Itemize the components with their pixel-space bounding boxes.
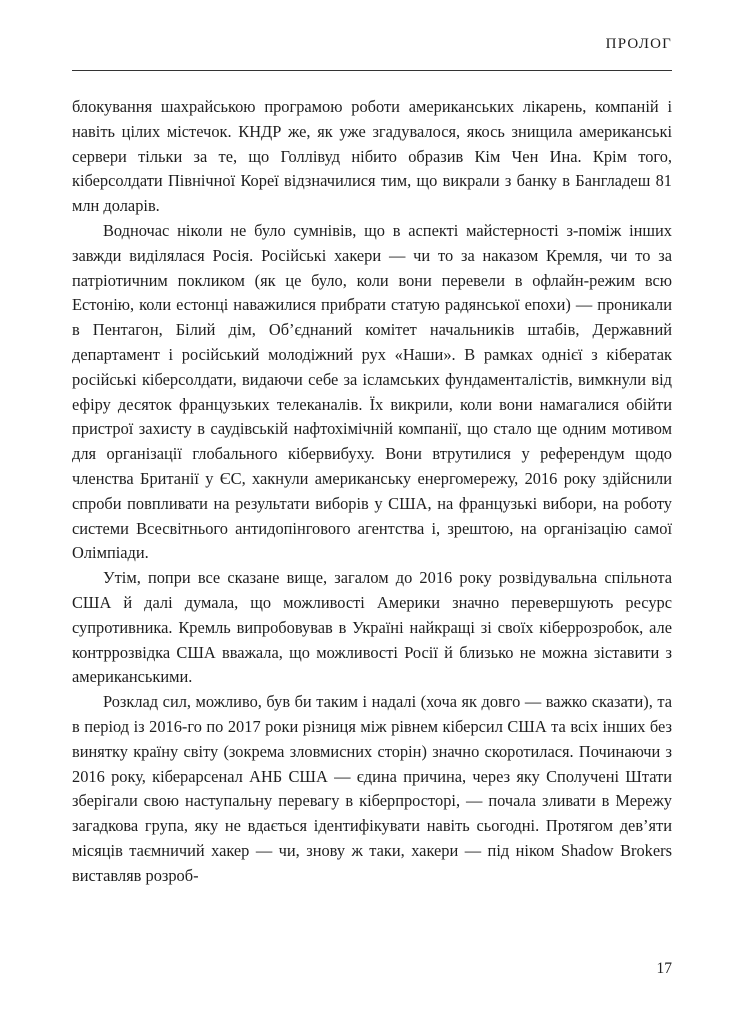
body-text [72,95,672,889]
paragraph: Розклад сил, можливо, був би таким і надалі (хоча як довго — важко сказати), та в період із 2016-го по 2017 роки різниця між рівнем кіберсил США та всіх інших без винятку країну світу (зокрема зловмисних сторін) значно скоротилася. Починаючи з 2016 року, кіберарсенал АНБ США — єдина причина, через яку Сполучені Штати зберігали свою наступальну перевагу в кіберпросторі, — почала зливати в Мережу загадкова група, яку не вдається ідентифікувати навіть сьогодні. Протягом дев’яти місяців таємничий хакер — чи, знову ж таки, хакери — під ніком Shadow Brokers виставляв розроб- [72,692,672,885]
paragraph: Утім, попри все сказане вище, загалом до 2016 року розвідувальна спільнота США й далі думала, що можливості Америки значно перевершують ресурс супротивника. Кремль випробовував в Україні найкращі зі своїх кіберрозробок, але контррозвідка США вважала, що можливості Росії й близько не можна зіставити з американськими. [72,568,672,687]
paragraph: Водночас ніколи не було сумнівів, що в аспекті майстерності з-поміж інших завжди виділялася Росія. Російські хакери — чи то за наказом Кремля, чи то за патріотичним покликом (як це було, коли вони перевели в офлайн-режим всю Естонію, коли естонці наважилися прибрати статую радянської епохи) — проникали в Пентагон, Білий дім, Об’єднаний комітет начальників штабів, Державний департамент і російський молодіжний рух «Наши». В рамках однієї з кібератак російські кіберсолдати, видаючи себе за ісламських фундаменталістів, вимкнули від ефіру десяток французьких телеканалів. Їх викрили, коли вони намагалися обійти пристрої захисту в саудівській нафтохімічній компанії, що стало ще одним мотивом для організації глобального кібервибуху. Вони втрутилися у референдум щодо членства Британії у ЄС, хакнули американську енергомережу, 2016 року здійснили спроби повпливати на результати виборів у США, на французькі вибори, на роботу системи Всесвітнього антидопінгового агентства і, зрештою, на організацію самої Олімпіади. [72,220,672,563]
page-number: 17 [656,960,672,977]
running-head: ПРОЛОГ [605,36,672,52]
header-rule [72,70,672,71]
paragraph-continued: блокування шахрайською програмою роботи американських лікарень, компаній і навіть цілих містечок. КНДР же, як уже згадувалося, якось знищила американські сервери тільки за те, що Голлівуд нібито образив Кім Чен Ина. Крім того, кіберсолдати Північної Кореї відзначилися тим, що викрали з банку в Бангладеш 81 млн доларів. [72,97,672,216]
